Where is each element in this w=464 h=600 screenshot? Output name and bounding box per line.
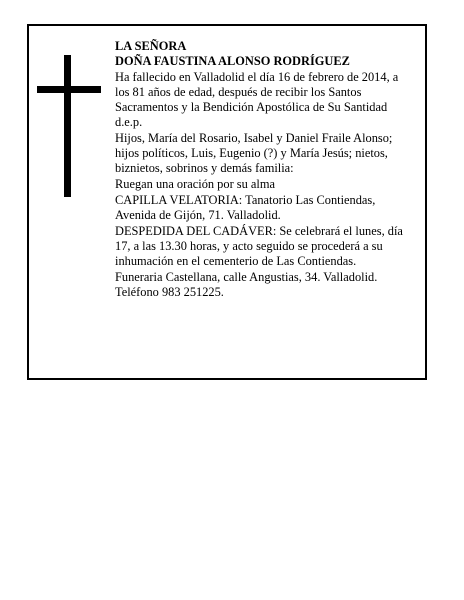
death-announcement: Ha fallecido en Valladolid el día 16 de febrero de 2014, a los 81 años de edad, después de recibir los Santos Sacramentos y la Bendición Apostólica de Su Santidad d.e.p. xyxy=(115,70,399,129)
funeral-farewell-info: DESPEDIDA DEL CADÁVER: Se celebrará el lunes, día 17, a las 13.30 horas, y acto seguido se procederá a su inhumación en el cementerio de Las Contiendas. xyxy=(115,224,403,268)
notice-title-line-2: DOÑA FAUSTINA ALONSO RODRÍGUEZ xyxy=(115,54,350,68)
funeral-home-contact: Funeraria Castellana, calle Angustias, 34. Valladolid. Teléfono 983 251225. xyxy=(115,270,378,299)
prayer-request: Ruegan una oración por su alma xyxy=(115,177,275,191)
notice-title-line-1: LA SEÑORA xyxy=(115,39,187,53)
wake-chapel-info: CAPILLA VELATORIA: Tanatorio Las Contiendas, Avenida de Gijón, 71. Valladolid. xyxy=(115,193,376,222)
cross-icon xyxy=(37,55,101,197)
cross-vertical-bar xyxy=(64,55,71,197)
family-list: Hijos, María del Rosario, Isabel y Daniel Fraile Alonso; hijos políticos, Luis, Eugenio (?) y María Jesús; nietos, biznietos, sobrinos y demás familia: xyxy=(115,131,393,175)
cross-horizontal-bar xyxy=(37,86,101,93)
obituary-text xyxy=(115,39,415,300)
